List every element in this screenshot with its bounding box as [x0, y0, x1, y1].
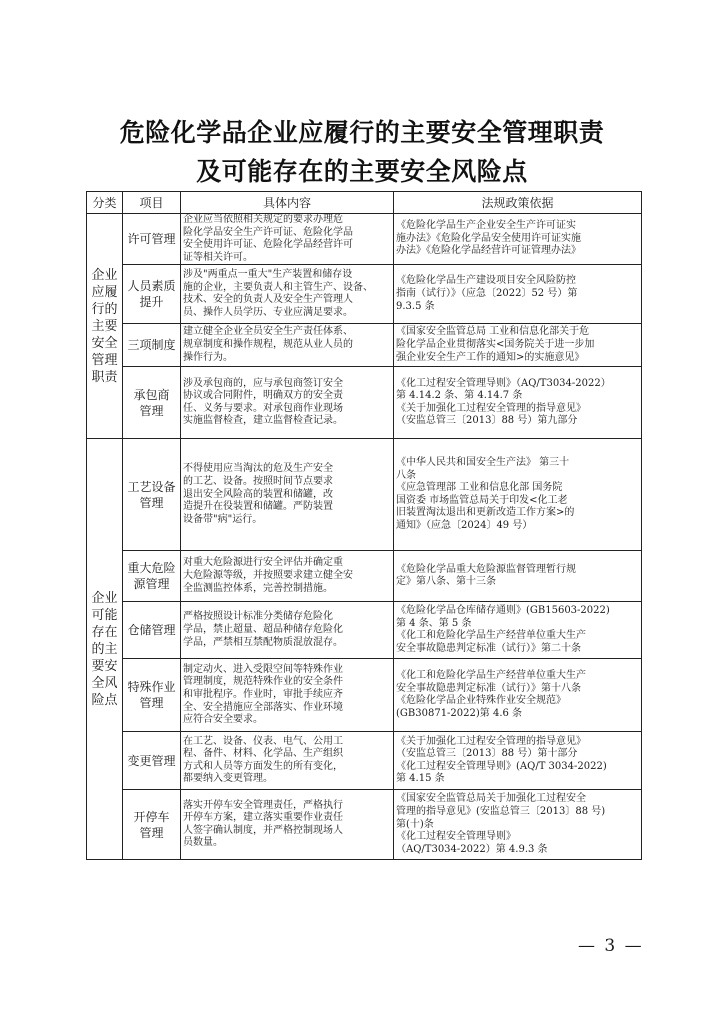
item-cell: [123, 214, 181, 265]
content-cell: [181, 439, 394, 551]
item-label: 重大危险 源管理: [127, 561, 176, 592]
content-cell: [181, 659, 394, 732]
law-cell: [394, 214, 642, 265]
header-law: 法规政策依据: [394, 192, 642, 214]
table-row: [87, 790, 642, 860]
table-row: [87, 659, 642, 732]
table-row: [87, 602, 642, 659]
page-number: — 3 —: [578, 936, 644, 956]
item-label: 三项制度: [127, 338, 176, 353]
item-label: 工艺设备 管理: [127, 479, 176, 510]
content-cell: [181, 790, 394, 860]
table-row: [87, 324, 642, 367]
content-text: 在工艺、设备、仪表、电气、公用工 程、备件、材料、化学品、生产组织 方式和人员等方面发生的所有变化， 都要纳入变更管理。: [183, 735, 343, 785]
item-cell: [123, 732, 181, 790]
content-cell: [181, 367, 394, 439]
item-label: 开停车 管理: [133, 809, 170, 840]
item-cell: [123, 324, 181, 367]
table-row: [87, 551, 642, 602]
content-text: 制定动火、进入受限空间等特殊作业 管理制度，规范特殊作业的安全条件 和审批程序。作业时，审批手续应齐 全、安全措施应全部落实、作业环境 应符合安全要求。: [183, 663, 343, 726]
category-label: 企业 可能 存在 的主 要安 全风 险点: [91, 590, 118, 708]
header-item: 项目: [123, 192, 181, 214]
table-row: [87, 732, 642, 790]
content-cell: [181, 551, 394, 602]
table-row: [87, 265, 642, 324]
item-label: 变更管理: [127, 753, 176, 768]
item-cell: [123, 439, 181, 551]
header-category: 分类: [87, 192, 123, 214]
content-text: 涉及"两重点一重大"生产装置和储存设 施的企业，主要负责人和主管生产、设备、 技术、安全的负责人及安全生产管理人 员、操作人员学历、专业应满足要求。: [183, 269, 373, 318]
item-cell: [123, 367, 181, 439]
law-cell: [394, 551, 642, 602]
item-label: 仓储管理: [127, 623, 176, 638]
law-cell: [394, 439, 642, 551]
content-cell: [181, 602, 394, 659]
law-cell: [394, 602, 642, 659]
content-text: 不得使用应当淘汰的危及生产安全 的工艺、设备。按照时间节点要求 退出安全风险高的装置和储罐，改 造提升在役装置和储罐。严防装置 设备带"病"运行。: [183, 463, 333, 525]
item-label: 特殊作业 管理: [127, 680, 176, 711]
law-cell: [394, 659, 642, 732]
table-header-row: [87, 192, 642, 214]
item-label: 许可管理: [127, 232, 176, 247]
content-text: 建立健全企业全员安全生产责任体系、 规章制度和操作规程，规范从业人员的 操作行为。: [183, 326, 353, 363]
law-cell: [394, 732, 642, 790]
category-cell-responsibilities: [87, 214, 123, 439]
item-cell: [123, 602, 181, 659]
table-row: [87, 439, 642, 551]
header-content: 具体内容: [181, 192, 394, 214]
content-text: 严格按照设计标准分类储存危险化 学品，禁止超量、超品种储存危险化 学品，严禁相互禁配物质混放混存。: [183, 611, 343, 648]
law-text: 《危险化学品生产建设项目安全风险防控 指南（试行）》（应急〔2022〕52 号）第 9.3.5 条: [396, 275, 578, 312]
item-cell: [123, 265, 181, 324]
law-text: 《国家安全监管总局 工业和信息化部关于危 险化学品企业贯彻落实<国务院关于进一步加 强企业安全生产工作的通知>的实施意见》: [396, 326, 595, 363]
table-row: [87, 214, 642, 265]
law-text: 《危险化学品仓库储存通则》(GB15603-2022) 第 4 条、第 5 条 《化工和危险化学品生产经营单位重大生产 安全事故隐患判定标准（试行）》第二十条: [396, 605, 610, 654]
item-cell: [123, 790, 181, 860]
law-text: 《中华人民共和国安全生产法》 第三十 八条 《应急管理部 工业和信息化部 国务院 国资委 市场监管总局关于印发<化工老 旧装置淘汰退出和更新改造工作方案>的 通知》（应急〔2024〕49 号）: [396, 457, 575, 532]
law-text: 《危险化学品重大危险源监督管理暂行规 定》第八条、第十三条: [396, 563, 576, 588]
category-label: 企业 应履 行的 主要 安全 管理 职责: [91, 267, 118, 385]
law-text: 《化工和危险化学品生产经营单位重大生产 安全事故隐患判定标准（试行）》第十八条 《危险化学品企业特殊作业安全规范》 (GB30871-2022)第 4.6 条: [396, 670, 586, 719]
document-title-line-1: 危险化学品企业应履行的主要安全管理职责: [119, 118, 605, 147]
content-text: 企业应当依照相关规定的要求办理危 险化学品安全生产许可证、危险化学品 安全使用许可证、危险化学品经营许可 证等相关许可。: [183, 214, 353, 263]
law-cell: [394, 324, 642, 367]
law-text: 《关于加强化工过程安全管理的指导意见》 （安监总管三〔2013〕88 号）第十部分 《化工过程安全管理导则》(AQ/T 3034-2022) 第 4.15 条: [396, 735, 607, 785]
law-cell: [394, 790, 642, 860]
content-cell: [181, 214, 394, 265]
item-label: 承包商 管理: [133, 387, 170, 418]
safety-responsibility-table: [86, 191, 642, 860]
content-cell: [181, 265, 394, 324]
item-label: 人员素质 提升: [127, 279, 176, 310]
category-cell-risk-points: [87, 439, 123, 860]
item-cell: [123, 659, 181, 732]
content-text: 涉及承包商的，应与承包商签订安全 协议或合同附件，明确双方的安全责 任、义务与要求。对承包商作业现场 实施监督检查，建立监督检查记录。: [183, 377, 343, 427]
content-cell: [181, 732, 394, 790]
document-title-line-2: 及可能存在的主要安全风险点: [196, 157, 528, 186]
item-cell: [123, 551, 181, 602]
content-text: 落实开停车安全管理责任，严格执行 开停车方案，建立落实重要作业责任 人签字确认制度，并严格控制现场人 员数量。: [183, 799, 343, 849]
content-text: 对重大危险源进行安全评估并确定重 大危险源等级，并按照要求建立健全安 全监测监控体系，完善控制措施。: [183, 557, 353, 594]
law-text: 《化工过程安全管理导则》（AQ/T3034-2022） 第 4.14.2 条、第 4.14.7 条 《关于加强化工过程安全管理的指导意见》 （安监总管三〔2013〕88 号）第九部分: [396, 377, 611, 427]
content-cell: [181, 324, 394, 367]
law-cell: [394, 265, 642, 324]
law-text: 《国家安全监管总局关于加强化工过程安全 管理的指导意见》(安监总管三〔2013〕88 号) 第(十)条 《化工过程安全管理导则》 （AQ/T3034-2022）第 4.9.3 条: [396, 793, 606, 855]
table-row: [87, 367, 642, 439]
law-cell: [394, 367, 642, 439]
law-text: 《危险化学品生产企业安全生产许可证实 施办法》《危险化学品安全使用许可证实施 办法》《危险化学品经营许可证管理办法》: [396, 220, 581, 257]
